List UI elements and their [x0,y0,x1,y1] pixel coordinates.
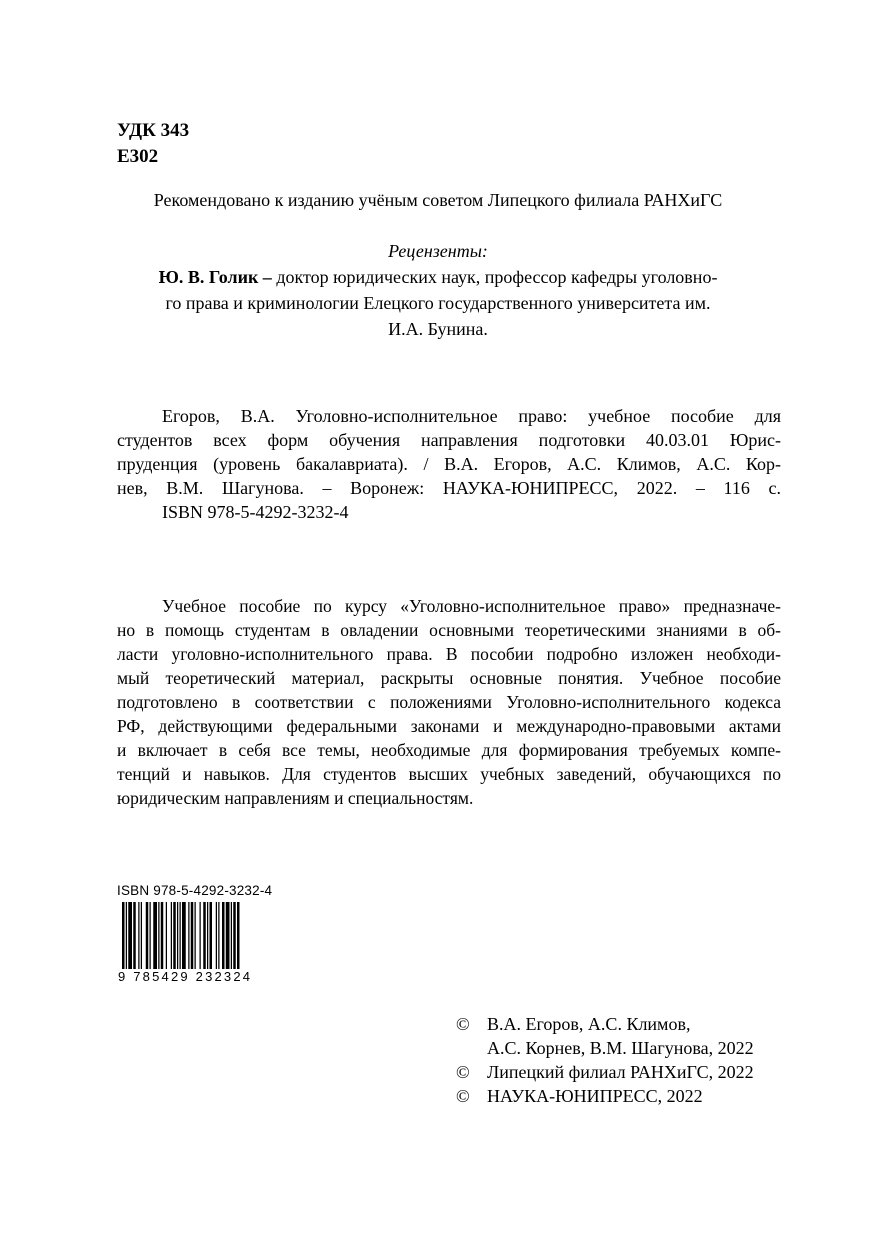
annotation-line: тенций и навыков. Для студентов высших учебных заведений, обучающихся по [117,764,781,784]
reviewers-block [80,238,796,342]
reviewer-title: доктор юридических наук, профессор кафедры уголовно- [271,267,718,287]
copyright-block [456,1012,754,1108]
copyright-publisher-text: НАУКА-ЮНИПРЕСС, 2022 [487,1086,703,1106]
udk-code: УДК 343 [117,120,190,141]
barcode-bar [226,902,230,972]
barcode-bar [171,902,172,972]
annotation-line: юридическим направлениям и специальностям. [117,788,474,808]
barcode-bar [216,902,217,972]
copyright-branch [456,1060,754,1084]
barcode-bar [177,902,178,972]
biblio-line: студентов всех форм обучения направления подготовки 40.03.01 Юрис- [117,430,781,450]
classification-codes [117,118,189,170]
barcode-bar [153,902,157,972]
biblio-line: нев, В.М. Шагунова. – Воронеж: НАУКА-ЮНИПРЕСС, 2022. – 116 с. [117,478,781,498]
annotation-line: ласти уголовно-исполнительного права. В пособии подробно изложен необходи- [117,644,781,664]
reviewer-line-3: И.А. Бунина. [388,319,488,339]
annotation-line: и включает в себя все темы, необходимые для формирования требуемых компе- [117,740,781,760]
barcode-bar [188,902,189,972]
annotation-line: РФ, действующими федеральными законами и международно-правовыми актами [117,716,781,736]
barcode-bar [195,902,196,972]
barcode-bar [133,902,136,972]
copyright-authors-cont [456,1036,754,1060]
annotation-line: подготовлено в соответствии с положениями Уголовно-исполнительного кодекса [117,692,781,712]
barcode-bar [141,902,142,972]
bibliographic-record [117,404,781,524]
barcode-bar [161,902,164,972]
barcode-bar [128,902,132,972]
barcode-digits: 9 785429 232324 [118,969,253,984]
annotation-line: мый теоретический материал, раскрыты основные понятия. Учебное пособие [117,668,781,688]
annotation-line: Учебное пособие по курсу «Уголовно-исполнительное право» предназначе- [162,596,781,616]
biblio-isbn: ISBN 978-5-4292-3232-4 [162,502,349,522]
annotation [117,594,781,810]
barcode-bar [200,902,201,972]
copyright-authors [456,1012,754,1036]
copyright-branch-text: Липецкий филиал РАНХиГС, 2022 [487,1062,754,1082]
copyright-symbol: © [456,1014,470,1034]
biblio-line: Егоров, В.А. Уголовно-исполнительное право: учебное пособие для [162,406,781,426]
barcode-bar [150,902,151,972]
reviewers-heading: Рецензенты: [388,241,488,261]
barcode-bar [231,902,232,972]
copyright-publisher [456,1084,754,1108]
barcode-bar [191,902,194,972]
recommendation-note: Рекомендовано к изданию учёным советом Липецкого филиала РАНХиГС [153,190,723,210]
barcode-bar [233,902,236,972]
copyright-authors-line-1: В.А. Егоров, А.С. Климов, [487,1014,691,1034]
reviewer-name: Ю. В. Голик – [158,267,272,287]
copyright-symbol: © [456,1062,470,1082]
barcode-bar [138,902,139,972]
barcode-bar [207,902,208,972]
copyright-authors-line-2: А.С. Корнев, В.М. Шагунова, 2022 [487,1038,754,1058]
barcode-bar [166,902,167,972]
barcode-isbn-label: ISBN 978-5-4292-3232-4 [117,883,273,898]
barcode-bar [203,902,206,972]
copyright-symbol: © [456,1086,470,1106]
barcode-bar [210,902,213,972]
reviewer-line-1 [80,264,796,290]
barcode-bar [222,902,225,972]
barcode-bar [158,902,159,972]
biblio-line: пруденция (уровень бакалавриата). / В.А. Егоров, А.С. Климов, А.С. Кор- [117,454,781,474]
barcode-bar [173,902,176,972]
barcode-bar [146,902,149,972]
barcode-bar [218,902,219,972]
reviewer-line-2: го права и криминологии Елецкого государственного университета им. [165,293,711,313]
bbk-code: Е302 [117,146,159,167]
annotation-line: но в помощь студентам в овладении основными теоретическими знаниями в об- [117,620,781,640]
